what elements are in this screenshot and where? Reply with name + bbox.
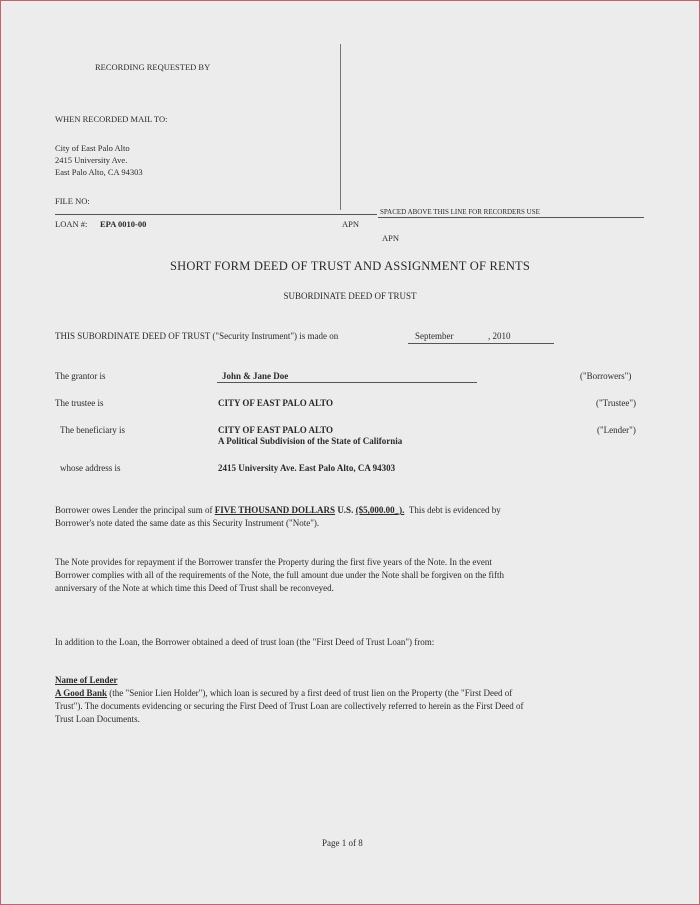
loan-amount-num: ($5,000.00_). <box>355 505 405 515</box>
mail-to-city: East Palo Alto, CA 94303 <box>55 167 143 177</box>
mail-to-street: 2415 University Ave. <box>55 155 128 165</box>
spaced-above-note: SPACED ABOVE THIS LINE FOR RECORDERS USE <box>380 208 540 216</box>
trustee-value: CITY OF EAST PALO ALTO <box>218 398 334 408</box>
address-label: whose address is <box>60 463 121 473</box>
loan-number: EPA 0010-00 <box>100 219 147 229</box>
lender-line3: Trust Loan Documents. <box>55 714 140 724</box>
when-recorded-mail-to: WHEN RECORDED MAIL TO: <box>55 114 168 124</box>
file-line <box>55 214 377 215</box>
address-value: 2415 University Ave. East Palo Alto, CA 94303 <box>218 463 396 473</box>
loan-currency: U.S. <box>337 505 354 515</box>
addition-para: In addition to the Loan, the Borrower obtained a deed of trust loan (the "First Deed of Trust Loan") from: <box>55 637 435 647</box>
document-title: SHORT FORM DEED OF TRUST AND ASSIGNMENT OF RENTS <box>169 259 531 273</box>
loan-para-line2: Borrower's note dated the same date as this Security Instrument ("Note"). <box>55 518 320 528</box>
beneficiary-role: ("Lender") <box>597 425 636 435</box>
trustee-label: The trustee is <box>55 398 104 408</box>
intro-prefix: THIS SUBORDINATE DEED OF TRUST ("Security Instrument") is made on <box>55 331 339 341</box>
loan-suffix: This debt is evidenced by <box>408 505 501 515</box>
document-subtitle: SUBORDINATE DEED OF TRUST <box>283 291 417 301</box>
note-para-line2: Borrower complies with all of the requirements of the Note, the full amount due under the Note shall be forgiven on the fifth <box>55 570 504 580</box>
note-para-line1: The Note provides for repayment if the Borrower transfer the Property during the first five years of the Note. In the event <box>55 557 492 567</box>
loan-para-line1 <box>55 505 501 516</box>
trustee-role: ("Trustee") <box>596 398 637 408</box>
recording-requested-by: RECORDING REQUESTED BY <box>95 62 211 72</box>
loan-label: LOAN #: <box>55 219 88 229</box>
recorders-line <box>378 217 644 218</box>
grantor-value: John & Jane Doe <box>222 371 289 381</box>
page-number: Page 1 of 8 <box>322 838 363 848</box>
loan-prefix: Borrower owes Lender the principal sum of <box>55 505 213 515</box>
lender-bank: A Good Bank <box>55 688 108 698</box>
date-line <box>408 343 554 344</box>
beneficiary-sub: A Political Subdivision of the State of California <box>218 436 403 446</box>
mail-to-name: City of East Palo Alto <box>55 143 130 153</box>
intro-year: , 2010 <box>488 331 511 341</box>
lender-line1 <box>55 688 512 699</box>
note-para-line3: anniversary of the Note at which time this Deed of Trust shall be reconveyed. <box>55 583 334 593</box>
lender-heading: Name of Lender <box>55 675 118 685</box>
file-no-label: FILE NO: <box>55 196 90 206</box>
lender-line2: Trust"). The documents evidencing or securing the First Deed of Trust Loan are collectively referred to herein as the First Deed of <box>55 701 524 711</box>
loan-amount-words: FIVE THOUSAND DOLLARS <box>214 505 336 515</box>
apn-label-1: APN <box>342 219 360 229</box>
header-divider <box>340 44 341 210</box>
beneficiary-label: The beneficiary is <box>60 425 125 435</box>
grantor-line <box>217 382 477 383</box>
grantor-label: The grantor is <box>55 371 106 381</box>
apn-label-2: APN <box>382 233 400 243</box>
beneficiary-value: CITY OF EAST PALO ALTO <box>218 425 334 435</box>
grantor-role: ("Borrowers") <box>580 371 632 381</box>
intro-month: September <box>415 331 454 341</box>
lender-line1-rest: (the "Senior Lien Holder"), which loan is secured by a first deed of trust lien on the Property (the "First Deed of <box>109 688 513 698</box>
